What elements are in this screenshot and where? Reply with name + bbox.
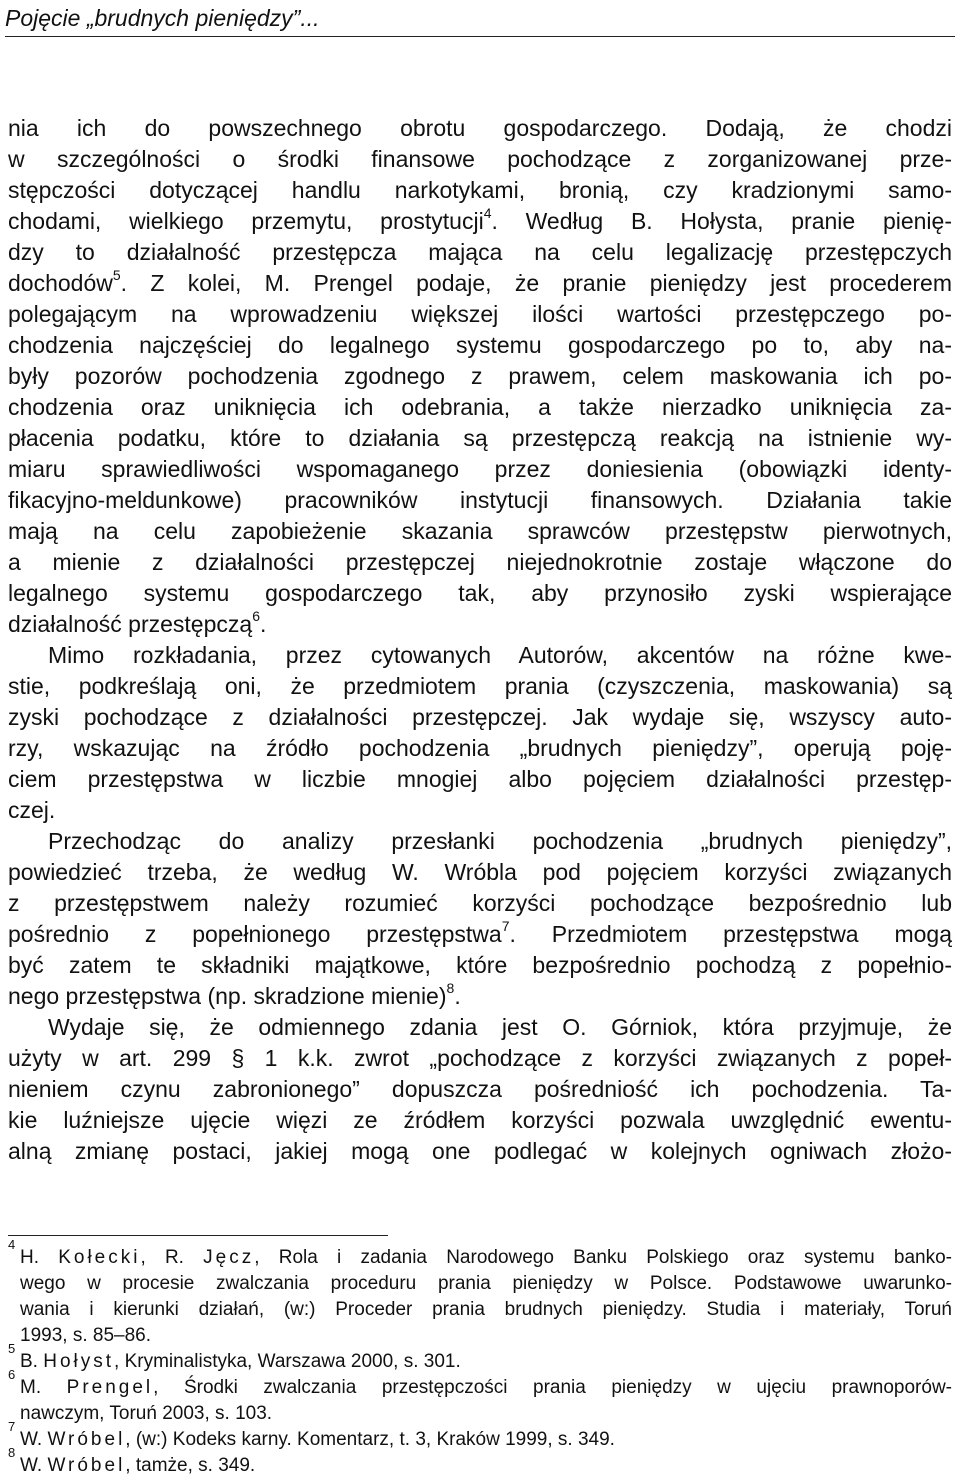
text-line: Przechodząc do analizy przesłanki pochodzenia „brudnych pieniędzy”,: [48, 828, 952, 854]
author-name: Hołyst: [43, 1351, 115, 1372]
footnote-text: W. Wróbel, (w:) Kodeks karny. Komentarz, t. 3, Kraków 1999, s. 349.: [20, 1429, 615, 1450]
text-segment: nego przestępstwa (np. skradzione mienie): [8, 983, 447, 1009]
text-line: polegającym na wprowadzeniu większej ilości wartości przestępczego po-: [8, 301, 952, 327]
text-segment: .: [454, 983, 461, 1009]
author-name: Kołecki: [58, 1247, 141, 1268]
footnotes: [8, 1237, 953, 1479]
author-name: Wróbel: [47, 1455, 126, 1476]
footnote-8: [8, 1445, 952, 1479]
text-line: nia ich do powszechnego obrotu gospodarczego. Dodają, że chodzi: [8, 115, 952, 141]
text-segment: .: [259, 611, 267, 637]
text-line: chodzenia najczęściej do legalnego systemu gospodarczego po to, aby na-: [8, 332, 952, 358]
footnote-number: 5: [8, 1341, 16, 1356]
text-line: Wydaje się, że odmiennego zdania jest O. Górniok, która przyjmuje, że: [48, 1014, 952, 1040]
text-line: [8, 609, 952, 640]
footnote-text: W. Wróbel, tamże, s. 349.: [20, 1455, 256, 1476]
text-line: z przestępstwem należy rozumieć korzyści pochodzące bezpośrednio lub: [8, 890, 952, 916]
text-line: czej.: [8, 797, 56, 823]
footnote-number: 4: [8, 1237, 16, 1252]
author-name: Wróbel: [47, 1429, 126, 1450]
text-line: mają na celu zapobieżenie skazania sprawców przestępstw pierwotnych,: [8, 518, 952, 544]
footnote-ref-8: 8: [446, 980, 455, 997]
text-line: [8, 206, 952, 237]
footnote-text: H. Kołecki, R. Jęcz, Rola i zadania Narodowego Banku Polskiego oraz systemu banko-: [20, 1247, 953, 1268]
text-line: a mienie z działalności przestępczej niejednokrotnie zostaje włączone do: [8, 549, 952, 575]
footnote-5: [8, 1341, 952, 1375]
text-line: ciem przestępstwa w liczbie mnogiej albo pojęciem działalności przestęp-: [8, 766, 952, 792]
footnote-continuation: wania i kierunki działań, (w:) Proceder prania brudnych pieniędzy. Studia i materiały, Toruń: [20, 1299, 952, 1320]
text-segment: pośrednio z popełnionego przestępstwa: [8, 921, 502, 947]
footnote-number: 8: [8, 1445, 16, 1460]
footnote-number: 6: [8, 1367, 16, 1382]
text-line: zyski pochodzące z działalności przestępczej. Jak wydaje się, wszyscy auto-: [8, 704, 952, 730]
footnote-continuation: 1993, s. 85–86.: [20, 1325, 151, 1346]
running-header: Pojęcie „brudnych pieniędzy”...: [5, 5, 320, 31]
footnote-rule: [8, 1235, 388, 1236]
footnote-4: [8, 1237, 953, 1271]
text-line: [8, 981, 952, 1012]
footnote-continuation: nawczym, Toruń 2003, s. 103.: [20, 1403, 273, 1424]
text-line: powiedzieć trzeba, że według W. Wróbla pod pojęciem korzyści związanych: [8, 859, 952, 885]
text-line: [8, 268, 952, 299]
text-line: chodzenia oraz uniknięcia ich odebrania, a także nierzadko uniknięcia za-: [8, 394, 952, 420]
footnote-continuation: wego w procesie zwalczania proceduru prania pieniędzy w Polsce. Podstawowe uwarunko-: [20, 1273, 952, 1294]
footnote-ref-6: 6: [252, 608, 260, 625]
text-segment: dochodów: [8, 270, 113, 296]
author-name: Jęcz: [203, 1247, 255, 1268]
text-line: stępczości dotyczącej handlu narkotykami, bronią, czy kradzionymi samo-: [8, 177, 952, 203]
footnote-ref-5: 5: [112, 267, 121, 284]
footnote-7: [8, 1419, 952, 1453]
text-segment: działalność przestępczą: [8, 611, 253, 637]
text-segment: . Przedmiotem przestępstwa mogą: [509, 921, 952, 947]
text-segment: . Z kolei, M. Prengel podaje, że pranie pieniędzy jest procederem: [120, 270, 952, 296]
text-line: płacenia podatku, które to działania są przestępczą reakcją na istnienie wy-: [8, 425, 952, 451]
text-line: dzy to działalność przestępcza mająca na celu legalizację przestępczych: [8, 239, 952, 265]
text-line: być zatem te składniki majątkowe, które bezpośrednio pochodzą z popełnio-: [8, 952, 952, 978]
text-segment: chodami, wielkiego przemytu, prostytucji: [8, 208, 484, 234]
footnote-ref-7: 7: [501, 918, 510, 935]
text-segment: . Według B. Hołysta, pranie pienię-: [491, 208, 952, 234]
text-line: miaru sprawiedliwości wspomaganego przez doniesienia (obowiązki identy-: [8, 456, 952, 482]
text-line: alną zmianę postaci, jakiej mogą one podlegać w kolejnych ogniwach złożo-: [8, 1138, 952, 1164]
author-name: Prengel: [66, 1377, 154, 1398]
footnote-text: B. Hołyst, Kryminalistyka, Warszawa 2000, s. 301.: [20, 1351, 461, 1372]
text-line: były pozorów pochodzenia zgodnego z prawem, celem maskowania ich po-: [8, 363, 952, 389]
text-line: użyty w art. 299 § 1 k.k. zwrot „pochodzące z korzyści związanych z popeł-: [8, 1045, 952, 1071]
main-text: [8, 113, 952, 1167]
header-rule: [5, 36, 955, 37]
text-line: [8, 919, 952, 950]
text-line: stie, podkreślają oni, że przedmiotem prania (czyszczenia, maskowania) są: [8, 673, 952, 699]
footnote-ref-4: 4: [483, 205, 492, 222]
text-line: kie luźniejsze ujęcie więzi ze źródłem korzyści pozwala uwzględnić ewentu-: [8, 1107, 952, 1133]
text-line: fikacyjno-meldunkowe) pracowników instytucji finansowych. Działania takie: [8, 487, 952, 513]
text-line: w szczególności o środki finansowe pochodzące z zorganizowanej prze-: [8, 146, 952, 172]
footnote-6: [8, 1367, 953, 1401]
text-line: nieniem czynu zabronionego” dopuszcza pośredniość ich pochodzenia. Ta-: [8, 1076, 952, 1102]
text-line: rzy, wskazując na źródło pochodzenia „brudnych pieniędzy”, operują poję-: [8, 735, 952, 761]
footnote-number: 7: [8, 1419, 16, 1434]
text-line: legalnego systemu gospodarczego tak, aby przynosiło zyski wspierające: [8, 580, 952, 606]
footnote-text: M. Prengel, Środki zwalczania przestępczości prania pieniędzy w ujęciu prawnoporów-: [20, 1377, 953, 1398]
text-line: Mimo rozkładania, przez cytowanych Autorów, akcentów na różne kwe-: [48, 642, 952, 668]
